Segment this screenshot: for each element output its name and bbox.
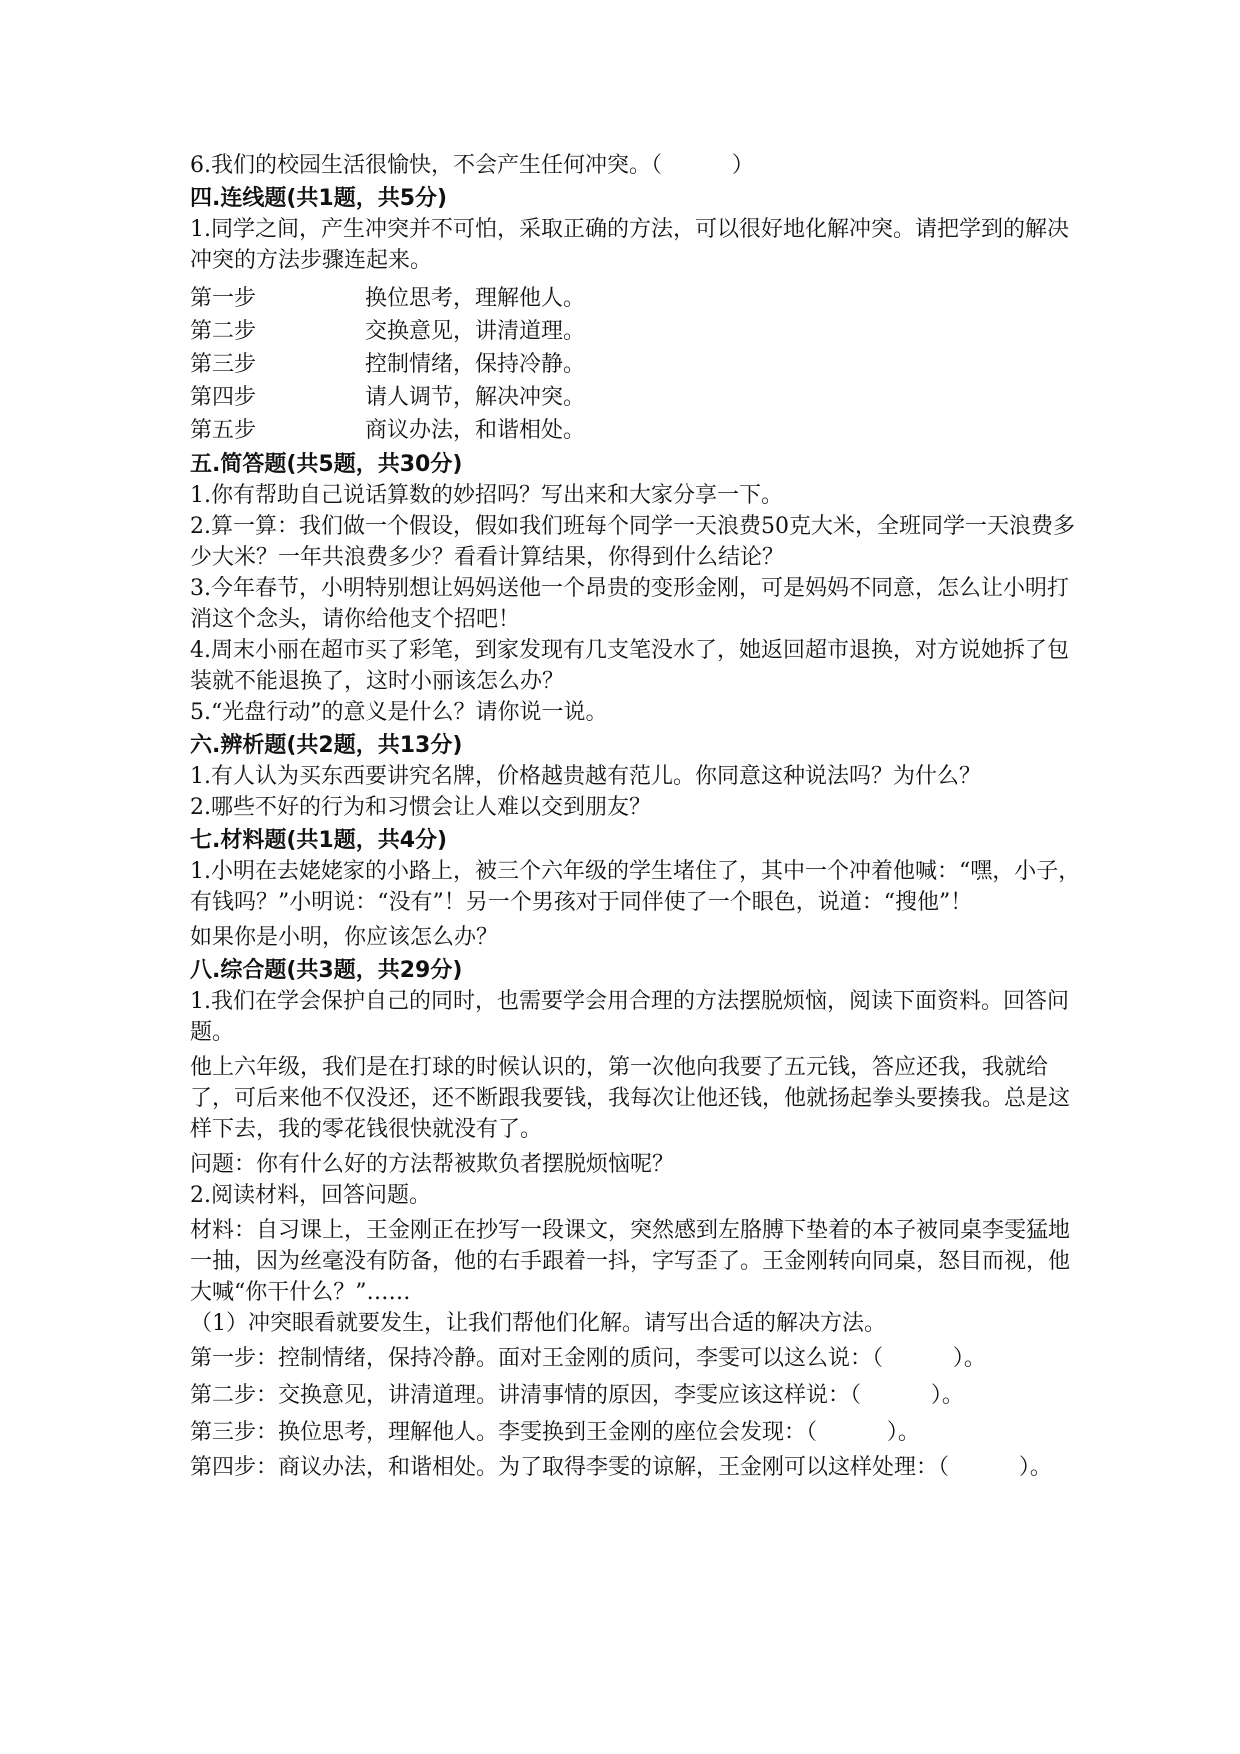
matching-question-1: 1.同学之间，产生冲突并不可怕，采取正确的方法，可以很好地化解冲突。请把学到的解决冲突的方法步骤连起来。 <box>190 217 1069 273</box>
short-answer-q5: 5.“光盘行动”的意义是什么？请你说一说。 <box>190 700 608 725</box>
step-label: 第五步 <box>190 418 257 443</box>
step-label: 第三步 <box>190 352 257 377</box>
document-page <box>190 150 1090 1483</box>
step-1-answer: 第一步：控制情绪，保持冷静。面对王金刚的质问，李雯可以这么说：（ ）。 <box>190 1346 986 1371</box>
comprehensive-q2-material: 材料：自习课上，王金刚正在抄写一段课文，突然感到左胳膊下垫着的本子被同桌李雯猛地一抽，因为丝毫没有防备，他的右手跟着一抖，字写歪了。王金刚转向同桌，怒目而视，他大喊“你干什么？”…… <box>190 1218 1071 1305</box>
step-2-answer: 第二步：交换意见，讲清道理。讲清事情的原因，李雯应该这样说：（ ）。 <box>190 1383 964 1408</box>
short-answer-q1: 1.你有帮助自己说话算数的妙招吗？写出来和大家分享一下。 <box>190 483 783 508</box>
method-option: 换位思考，理解他人。 <box>365 286 586 311</box>
material-q1-prompt: 如果你是小明，你应该怎么办？ <box>190 925 499 950</box>
analysis-q2: 2.哪些不好的行为和习惯会让人难以交到朋友？ <box>190 795 651 820</box>
section-heading-comprehensive: 八.综合题(共3题，共29分) <box>190 958 463 983</box>
step-3-answer: 第三步：换位思考，理解他人。李雯换到王金刚的座位会发现：（ ）。 <box>190 1420 920 1445</box>
method-option: 商议办法，和谐相处。 <box>365 418 586 443</box>
section-heading-short-answer: 五.简答题(共5题，共30分) <box>190 452 463 477</box>
step-label: 第二步 <box>190 319 257 344</box>
comprehensive-q1-material: 他上六年级，我们是在打球的时候认识的，第一次他向我要了五元钱，答应还我，我就给了，可后来他不仅没还，还不断跟我要钱，我每次让他还钱，他就扬起拳头要揍我。总是这样下去，我的零花钱很快就没有了。 <box>190 1055 1071 1142</box>
method-option: 控制情绪，保持冷静。 <box>365 352 586 377</box>
section-heading-material: 七.材料题(共1题，共4分) <box>190 828 448 853</box>
short-answer-q4: 4.周末小丽在超市买了彩笔，到家发现有几支笔没水了，她返回超市退换，对方说她拆了包装就不能退换了，这时小丽该怎么办？ <box>190 638 1069 694</box>
step-4-answer: 第四步：商议办法，和谐相处。为了取得李雯的谅解，王金刚可以这样处理：（ ）。 <box>190 1455 1052 1480</box>
method-option: 交换意见，讲清道理。 <box>365 319 586 344</box>
short-answer-q2: 2.算一算：我们做一个假设，假如我们班每个同学一天浪费50克大米，全班同学一天浪费多少大米？一年共浪费多少？看看计算结果，你得到什么结论？ <box>190 514 1075 570</box>
comprehensive-q1-question: 问题：你有什么好的方法帮被欺负者摆脱烦恼呢？ <box>190 1152 675 1177</box>
section-heading-matching: 四.连线题(共1题，共5分) <box>190 186 448 211</box>
material-q1: 1.小明在去姥姥家的小路上，被三个六年级的学生堵住了，其中一个冲着他喊：“嘿，小子，有钱吗？”小明说：“没有”！另一个男孩对于同伴使了一个眼色，说道：“搜他”！ <box>190 859 1081 915</box>
matching-table <box>190 282 1090 447</box>
section-heading-analysis: 六.辨析题(共2题，共13分) <box>190 733 463 758</box>
method-option: 请人调节，解决冲突。 <box>365 385 586 410</box>
comprehensive-q1: 1.我们在学会保护自己的同时，也需要学会用合理的方法摆脱烦恼，阅读下面资料。回答问题。 <box>190 989 1069 1045</box>
judgment-item-6: 6.我们的校园生活很愉快，不会产生任何冲突。（ ） <box>190 153 754 178</box>
short-answer-q3: 3.今年春节，小明特别想让妈妈送他一个昂贵的变形金刚，可是妈妈不同意，怎么让小明打消这个念头，请你给他支个招吧！ <box>190 576 1069 632</box>
analysis-q1: 1.有人认为买东西要讲究名牌，价格越贵越有范儿。你同意这种说法吗？为什么？ <box>190 764 981 789</box>
step-label: 第四步 <box>190 385 257 410</box>
comprehensive-q2: 2.阅读材料，回答问题。 <box>190 1183 431 1208</box>
step-label: 第一步 <box>190 286 257 311</box>
comprehensive-q2-subquestion: （1）冲突眼看就要发生，让我们帮他们化解。请写出合适的解决方法。 <box>190 1311 886 1336</box>
